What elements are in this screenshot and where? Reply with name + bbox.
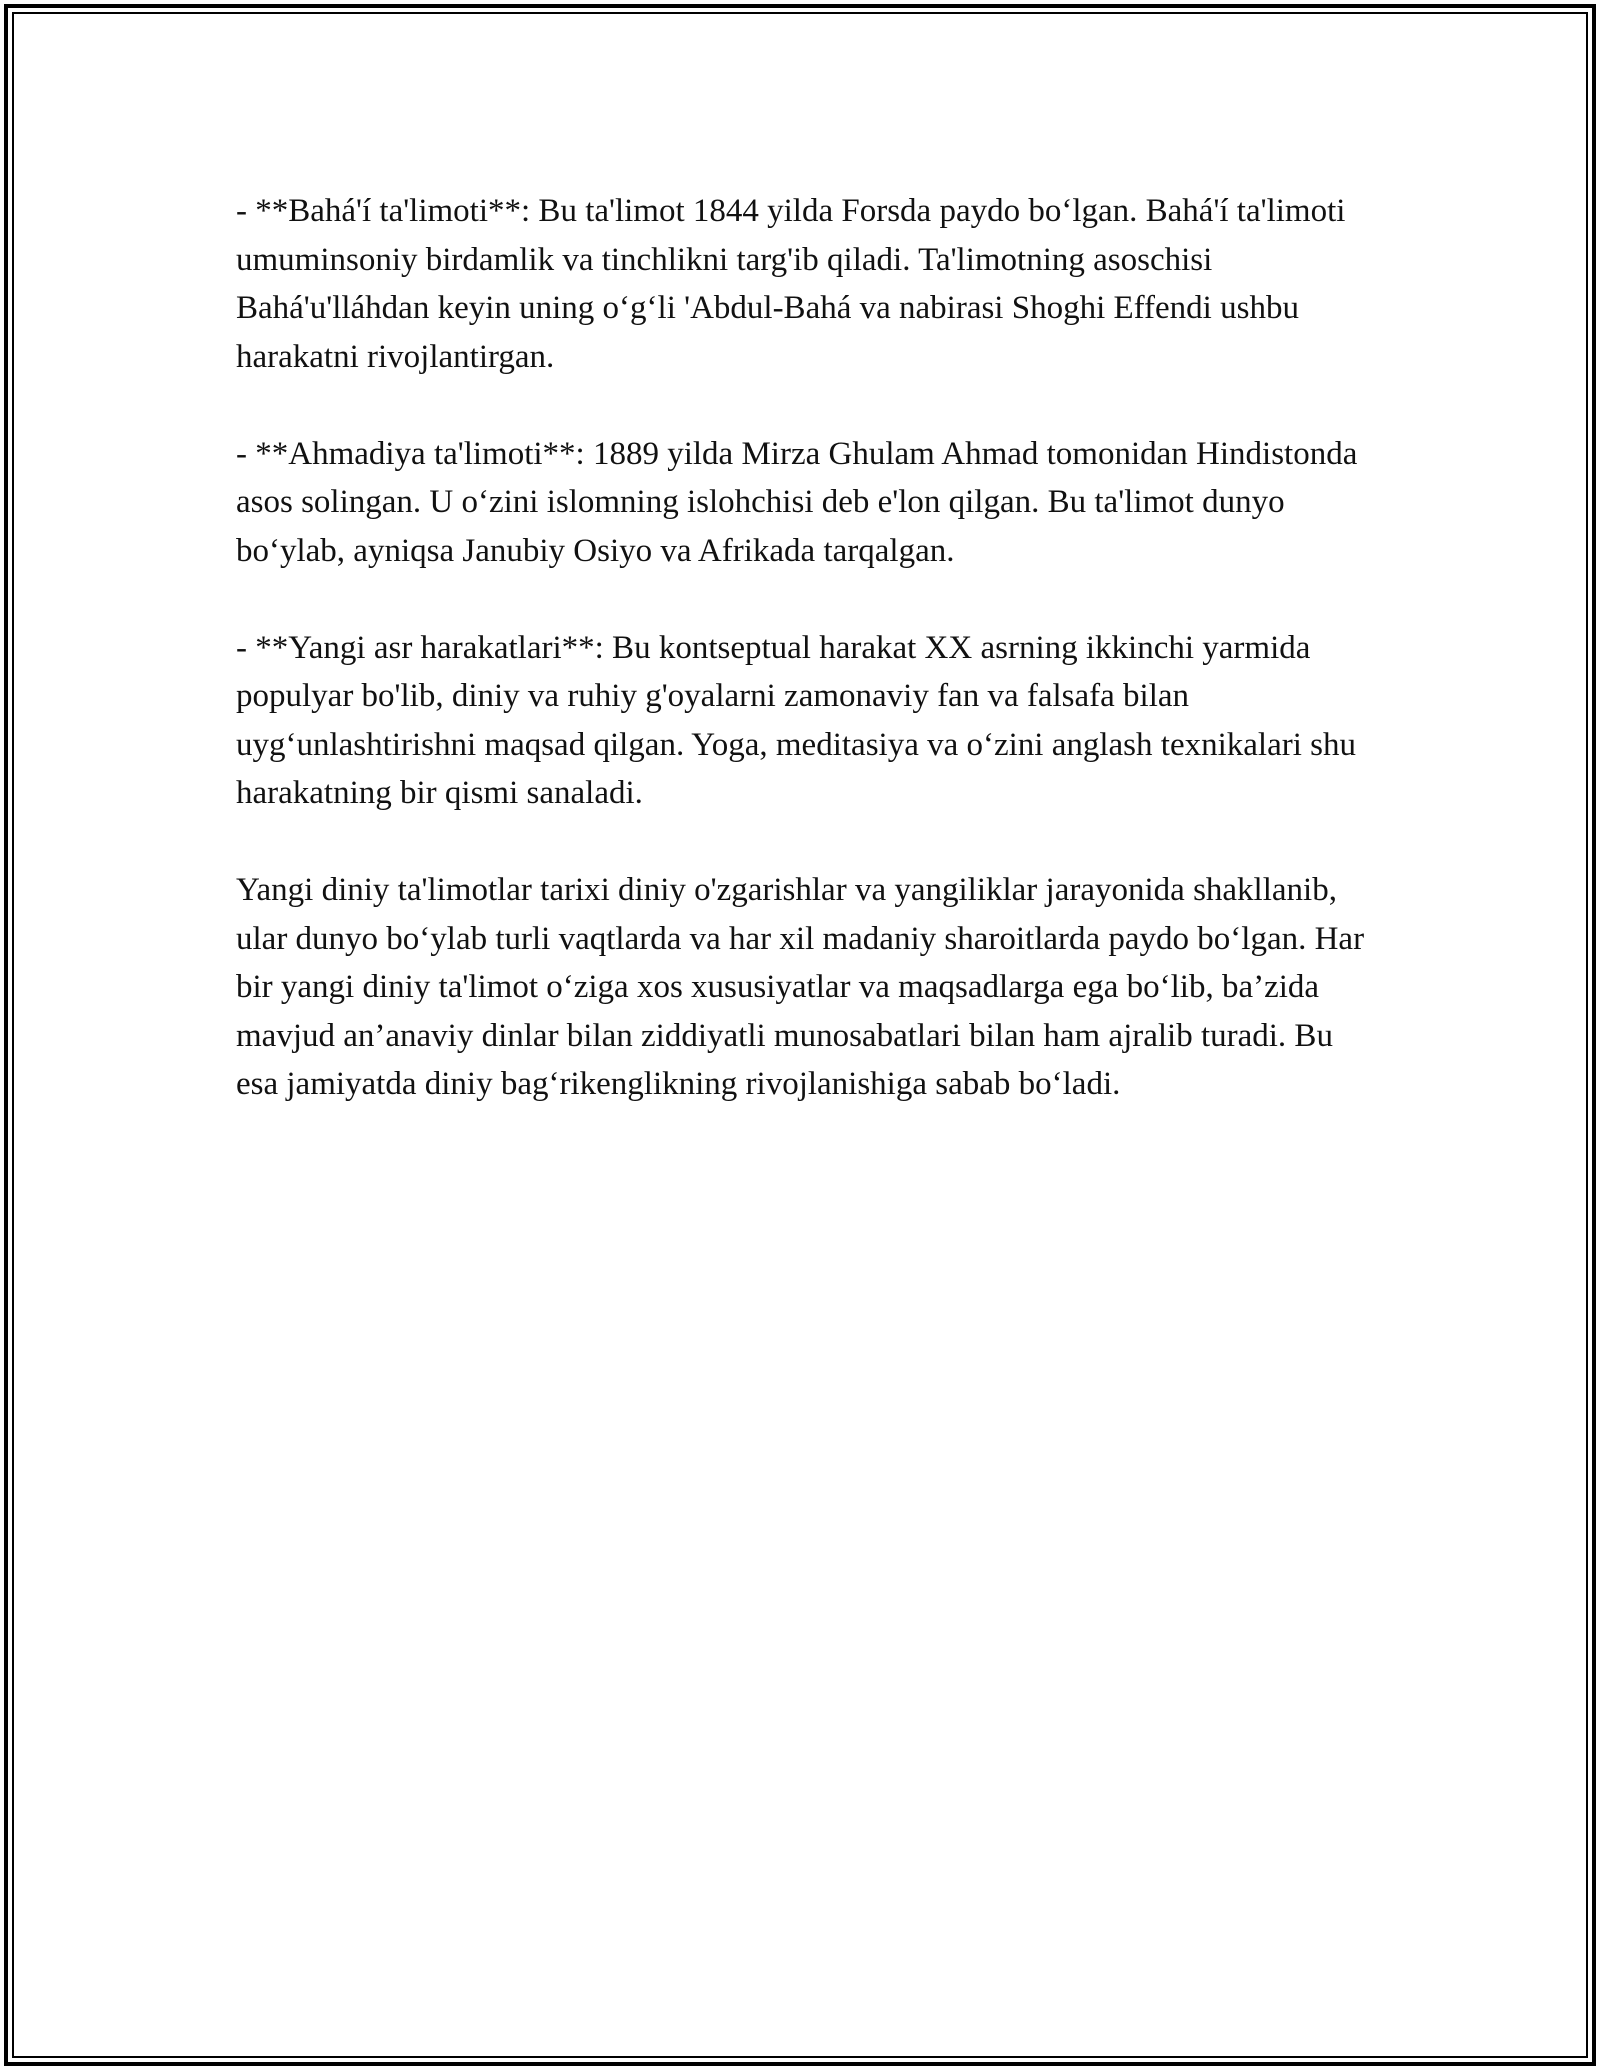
paragraph-conclusion: Yangi diniy ta'limotlar tarixi diniy o'zgarishlar va yangiliklar jarayonida shakllanib, ular dunyo bo‘ylab turli vaqtlarda va har xil madaniy sharoitlarda paydo bo‘lgan. Har bir yangi diniy ta'limot o‘ziga xos xususiyatlar va maqsadlarga ega bo‘lib, ba’zida mavjud an’anaviy dinlar bilan ziddiyatli munosabatlari bilan ham ajralib turadi. Bu esa jamiyatda diniy bag‘rikenglikning rivojlanishiga sabab bo‘ladi.	[236, 872, 1365, 1102]
paragraph-new-age: - **Yangi asr harakatlari**: Bu kontseptual harakat XX asrning ikkinchi yarmida populyar bo'lib, diniy va ruhiy g'oyalarni zamonaviy fan va falsafa bilan uyg‘unlashtirishni maqsad qilgan. Yoga, meditasiya va o‘zini anglash texnikalari shu harakatning bir qismi sanaladi.	[236, 629, 1356, 811]
paragraph-ahmadiya: - **Ahmadiya ta'limoti**: 1889 yilda Mirza Ghulam Ahmad tomonidan Hindistonda asos solingan. U o‘zini islomning islohchisi deb e'lon qilgan. Bu ta'limot dunyo bo‘ylab, ayniqsa Janubiy Osiyo va Afrikada tarqalgan.	[236, 435, 1358, 569]
paragraph-bahai: - **Bahá'í ta'limoti**: Bu ta'limot 1844 yilda Forsda paydo bo‘lgan. Bahá'í ta'limoti umuminsoniy birdamlik va tinchlikni targ'ib qiladi. Ta'limotning asoschisi Bahá'u'lláhdan keyin uning o‘g‘li 'Abdul-Bahá va nabirasi Shoghi Effendi ushbu harakatni rivojlantirgan.	[236, 193, 1346, 375]
document-body	[236, 187, 1376, 1109]
